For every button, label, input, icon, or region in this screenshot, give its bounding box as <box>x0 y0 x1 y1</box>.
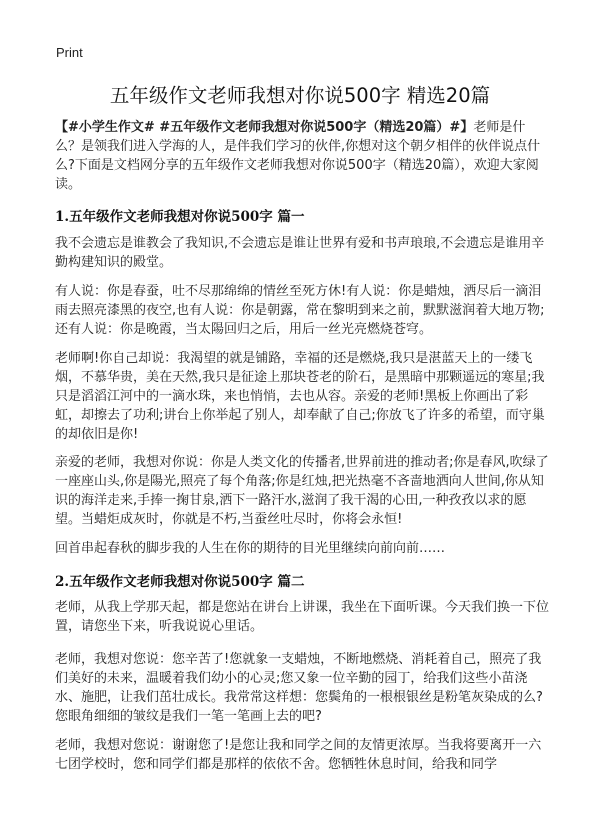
intro-tag: 【#小学生作文# #五年级作文老师我想对你说500字（精选20篇）#】 <box>55 120 474 135</box>
intro-paragraph <box>55 118 549 194</box>
print-link[interactable]: Print <box>56 45 83 60</box>
section-heading-2: 2.五年级作文老师我想对你说500字 篇二 <box>55 574 305 590</box>
paragraph: 有人说：你是春蚕，吐不尽那绵绵的情丝至死方休!有人说：你是蜡烛，洒尽后一滴泪雨去照亮漆黑的夜空,也有人说：你是朝露，常在黎明到来之前，默默滋润着大地万物;还有人说：你是晚霞，当太陽回归之后，用后一丝光亮燃烧苍穹。 <box>55 284 545 337</box>
paragraph: 老师，从我上学那天起，都是您站在讲台上讲课，我坐在下面听课。今天我们换一下位置，请您坐下来，听我说说心里话。 <box>55 600 550 634</box>
section-heading-1: 1.五年级作文老师我想对你说500字 篇一 <box>55 209 305 225</box>
paragraph: 亲爱的老师，我想对你说：你是人类文化的传播者,世界前进的推动者;你是春风,吹绿了一座座山头,你是陽光,照亮了每个角落;你是红烛,把光热毫不吝啬地洒向人世间,你从知识的海洋走来,手捧一掬甘泉,洒下一路汗水,滋润了我干渴的心田,一种孜孜以求的愿望。当蜡炬成灰时，你就是不朽,当蚕丝吐尽时，你将会永恒! <box>55 455 549 527</box>
paragraph: 老师，我想对您说：谢谢您了!是您让我和同学之间的友情更浓厚。当我将要离开一六七团学校时，您和同学们都是那样的依依不舍。您牺牲休息时间，给我和同学 <box>55 738 542 772</box>
page-title: 五年级作文老师我想对你说500字 精选20篇 <box>109 84 491 107</box>
paragraph: 老师啊!你自己却说：我渴望的就是铺路，幸福的还是燃烧,我只是湛蓝天上的一缕飞烟，不慕华贵，美在天然,我只是征途上那块苍老的阶石，是黑暗中那颗遥远的寒星;我只是滔滔江河中的一滴水珠，来也悄悄，去也从容。亲爱的老师!黑板上你画出了彩虹，却擦去了功利;讲台上你举起了别人，却奉献了自己;你放飞了许多的希望，而守巢的却依旧是你! <box>55 351 545 442</box>
intro-text: 老师是什么？是领我们进入学海的人，是伴我们学习的伙伴,你想对这个朝夕相伴的伙伴说点什么?下面是文档网分享的五年级作文老师我想对你说500字（精选20篇），欢迎大家阅读。 <box>55 120 541 192</box>
paragraph: 回首串起春秋的脚步我的人生在你的期待的目光里继续向前向前…… <box>55 541 446 556</box>
paragraph: 我不会遗忘是谁教会了我知识,不会遗忘是谁让世界有爱和书声琅琅,不会遗忘是谁用辛勤构建知识的殿堂。 <box>55 236 545 270</box>
paragraph: 老师，我想对您说：您辛苦了!您就象一支蜡烛，不断地燃烧、消耗着自己，照亮了我们美好的未来，温暖着我们幼小的心灵;您又象一位辛勤的园丁，给我们这些小苗浇水、施肥，让我们茁壮成长。我常常这样想：您鬓角的一根根银丝是粉笔灰染成的么?您眼角细细的皱纹是我们一笔一笔画上去的吧? <box>55 652 543 724</box>
